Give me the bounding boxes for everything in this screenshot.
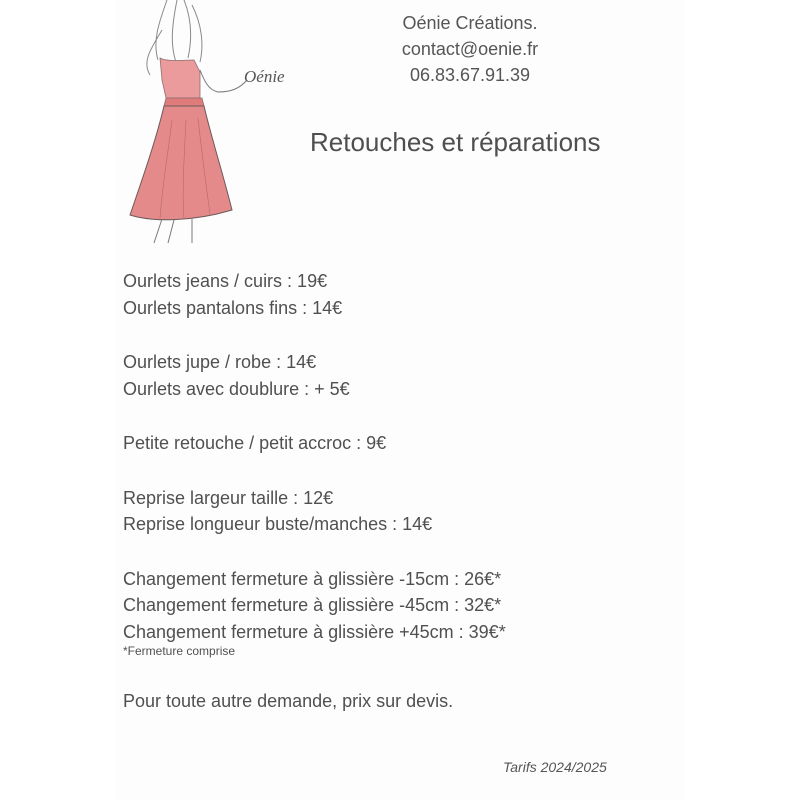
price-list (123, 268, 506, 660)
price-item: Ourlets jeans / cuirs : 19€ (123, 271, 328, 291)
price-item: Ourlets jupe / robe : 14€ (123, 352, 317, 372)
closing-note: Pour toute autre demande, prix sur devis. (123, 691, 454, 711)
price-item: Changement fermeture à glissière -45cm : 32€* (123, 595, 502, 615)
price-item: Ourlets pantalons fins : 14€ (123, 297, 343, 318)
price-item: Petite retouche / petit accroc : 9€ (123, 433, 387, 453)
phone-number: 06.83.67.91.39 (409, 65, 531, 85)
contact-block (370, 10, 570, 88)
price-item: Reprise largeur taille : 12€ (123, 487, 334, 508)
dress-illustration (122, 0, 292, 245)
price-item: Changement fermeture à glissière +45cm : 39€* (123, 621, 506, 642)
price-item: Ourlets avec doublure : + 5€ (123, 378, 350, 399)
company-name: Oénie Créations. (402, 13, 538, 33)
price-item: Changement fermeture à glissière -15cm : 26€* (123, 568, 502, 589)
tarifs-label: Tarifs 2024/2025 (503, 759, 607, 775)
footnote: *Fermeture comprise (123, 644, 236, 658)
email-link[interactable]: contact@oenie.fr (401, 39, 539, 59)
price-item: Reprise longueur buste/manches : 14€ (123, 514, 433, 534)
signature-text: Oénie (244, 67, 285, 86)
page-title: Retouches et réparations (310, 127, 601, 157)
